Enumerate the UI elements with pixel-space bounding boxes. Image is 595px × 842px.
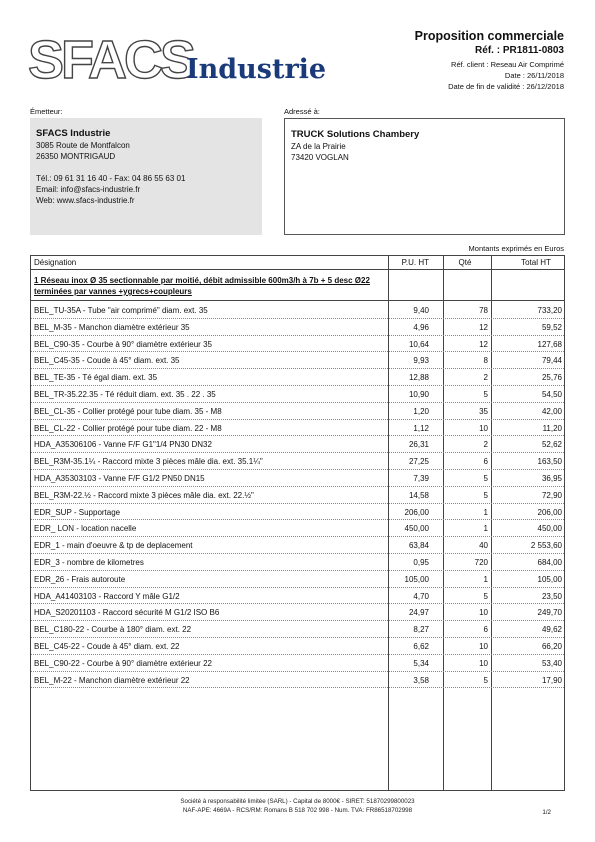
row-quantity: 10 [479, 423, 488, 433]
table-row [31, 621, 564, 638]
row-designation: BEL_C180-22 - Courbe à 180° diam. ext. 22 [34, 625, 192, 635]
table-row [31, 487, 564, 504]
row-total: 79,44 [541, 356, 562, 366]
row-unit-price: 0,95 [413, 558, 429, 567]
row-designation: HDA_S20201103 - Raccord sécurité M G1/2 ISO B6 [34, 608, 220, 618]
row-total: 36,95 [541, 474, 562, 483]
row-unit-price: 27,25 [408, 457, 429, 467]
row-quantity: 10 [479, 658, 488, 668]
logo-suffix: Industrie [186, 54, 327, 85]
recipient-address-line2: 73420 VOGLAN [291, 153, 349, 162]
row-quantity: 10 [479, 642, 488, 651]
row-unit-price: 4,70 [413, 591, 429, 601]
quote-table [30, 255, 565, 791]
page-number: 1/2 [542, 809, 551, 816]
row-designation: BEL_R3M-22.½ - Raccord mixte 3 pièces mâle dia. ext. 22.½" [34, 490, 254, 500]
row-designation: BEL_TU-35A - Tube "air comprimé" diam. ext. 35 [34, 306, 208, 315]
row-designation: BEL_M-35 - Manchon diamètre extérieur 35 [34, 322, 190, 332]
row-unit-price: 9,40 [413, 306, 429, 315]
client-reference: Réf. client : Reseau Air Comprimé [451, 60, 564, 69]
row-quantity: 5 [483, 474, 488, 483]
row-unit-price: 63,84 [408, 541, 429, 551]
row-total: 450,00 [537, 524, 562, 534]
row-unit-price: 1,20 [413, 406, 429, 416]
row-unit-price: 1,12 [413, 423, 429, 433]
row-designation: EDR_ LON - location nacelle [34, 524, 137, 534]
table-row [31, 638, 564, 655]
row-unit-price: 6,62 [413, 642, 429, 651]
emitter-name: SFACS Industrie [36, 128, 111, 139]
section-title: 1 Réseau inox Ø 35 sectionnable par moitié, débit admissible 600m3/h à 7b + 5 desc Ø22 terminées par vannes +ygrecs+coupleurs [31, 271, 388, 301]
recipient-address-line1: ZA de la Prairie [291, 142, 346, 151]
footer [0, 798, 595, 815]
row-unit-price: 9,93 [413, 356, 429, 366]
row-total: 249,70 [537, 608, 562, 618]
row-quantity: 40 [479, 541, 488, 551]
row-total: 11,20 [542, 423, 562, 433]
table-row [31, 520, 564, 537]
table-row [31, 336, 564, 353]
table-row [31, 319, 564, 336]
row-total: 53,40 [541, 658, 562, 668]
table-row [31, 403, 564, 420]
row-quantity: 2 [483, 440, 488, 450]
table-row [31, 386, 564, 403]
logo-brand: SFACS [28, 30, 194, 90]
row-total: 25,76 [541, 373, 562, 383]
row-quantity: 6 [483, 457, 488, 467]
row-total: 54,50 [541, 390, 562, 399]
row-quantity: 5 [483, 675, 488, 685]
header-designation: Désignation [34, 258, 77, 267]
row-quantity: 1 [483, 507, 488, 517]
company-logo [28, 30, 327, 93]
row-designation: BEL_TE-35 - Té égal diam. ext. 35 [34, 373, 158, 383]
row-total: 52,62 [541, 440, 562, 450]
validity-date: Date de fin de validité : 26/12/2018 [448, 82, 564, 91]
row-total: 49,62 [541, 625, 562, 635]
row-unit-price: 26,31 [408, 440, 429, 450]
row-unit-price: 7,39 [413, 474, 429, 483]
row-unit-price: 450,00 [404, 524, 429, 534]
row-quantity: 1 [483, 574, 488, 584]
document-reference: Réf. : PR1811-0803 [475, 45, 564, 56]
row-designation: BEL_M-22 - Manchon diamètre extérieur 22 [34, 675, 190, 685]
table-row [31, 302, 564, 319]
row-designation: HDA_A35306106 - Vanne F/F G1"1/4 PN30 DN32 [34, 440, 212, 450]
row-quantity: 8 [483, 356, 488, 366]
table-row [31, 571, 564, 588]
row-total: 66,20 [541, 642, 562, 651]
table-row [31, 470, 564, 487]
emitter-email: Email: info@sfacs-industrie.fr [36, 185, 141, 194]
table-row [31, 604, 564, 621]
emitter-web: Web: www.sfacs-industrie.fr [36, 196, 135, 205]
row-total: 684,00 [537, 558, 562, 567]
row-unit-price: 24,97 [408, 608, 429, 618]
row-quantity: 10 [479, 608, 488, 618]
row-unit-price: 12,88 [408, 373, 429, 383]
row-designation: BEL_TR-35.22.35 - Té réduit diam. ext. 35 . 22 . 35 [34, 390, 216, 399]
row-unit-price: 206,00 [404, 507, 429, 517]
footer-line2: NAF-APE: 4669A - RCS/RM: Romans B 518 702 998 - Num. TVA: FR86518702998 [182, 806, 413, 814]
currency-note: Montants exprimés en Euros [468, 244, 564, 253]
row-total: 105,00 [537, 574, 562, 584]
header-quantity: Qté [458, 258, 472, 267]
row-unit-price: 4,96 [413, 322, 429, 332]
table-row [31, 672, 564, 689]
row-quantity: 78 [479, 306, 488, 315]
table-row [31, 352, 564, 369]
row-quantity: 12 [479, 322, 488, 332]
row-total: 23,50 [541, 591, 562, 601]
row-quantity: 5 [483, 390, 488, 399]
row-designation: EDR_SUP - Supportage [34, 507, 121, 517]
table-row [31, 369, 564, 386]
document-title: Proposition commerciale [414, 29, 564, 43]
footer-line1: Société à responsabilité limitée (SARL) - Capital de 8000€ - SIRET: 51870299800023 [180, 798, 415, 805]
row-designation: BEL_C45-35 - Coude à 45° diam. ext. 35 [34, 356, 180, 366]
row-quantity: 2 [483, 373, 488, 383]
row-designation: EDR_26 - Frais autoroute [34, 574, 126, 584]
row-unit-price: 3,58 [413, 675, 429, 685]
emitter-address-line2: 26350 MONTRIGAUD [36, 152, 116, 161]
table-row [31, 588, 564, 605]
row-unit-price: 14,58 [408, 490, 429, 500]
table-row [31, 554, 564, 571]
row-quantity: 5 [483, 591, 488, 601]
row-unit-price: 10,64 [408, 339, 429, 349]
row-quantity: 35 [479, 406, 488, 416]
row-designation: BEL_C90-22 - Courbe à 90° diamètre extérieur 22 [34, 658, 212, 668]
row-total: 733,20 [537, 306, 562, 315]
row-unit-price: 5,34 [413, 658, 429, 668]
row-designation: BEL_R3M-35.1¼ - Raccord mixte 3 pièces mâle dia. ext. 35.1¼" [34, 457, 263, 467]
row-total: 59,52 [541, 322, 562, 332]
recipient-name: TRUCK Solutions Chambery [291, 129, 420, 140]
row-unit-price: 105,00 [404, 574, 429, 584]
row-total: 42,00 [541, 406, 562, 416]
row-designation: HDA_A41403103 - Raccord Y mâle G1/2 [34, 591, 180, 601]
row-quantity: 1 [483, 524, 488, 534]
table-row [31, 436, 564, 453]
row-designation: HDA_A35303103 - Vanne F/F G1/2 PN50 DN15 [34, 474, 205, 483]
row-designation: BEL_C90-35 - Courbe à 90° diamètre extérieur 35 [34, 339, 212, 349]
recipient-box [284, 118, 565, 235]
row-total: 163,50 [537, 457, 562, 467]
row-designation: BEL_CL-35 - Collier protégé pour tube diam. 35 - M8 [34, 406, 222, 416]
header-total: Total HT [521, 258, 551, 267]
row-quantity: 12 [479, 339, 488, 349]
recipient-label: Adressé à: [284, 107, 320, 116]
table-header [31, 256, 564, 270]
row-unit-price: 10,90 [408, 390, 429, 399]
emitter-label: Émetteur: [30, 107, 63, 116]
row-total: 127,68 [537, 339, 562, 349]
emitter-box [30, 118, 262, 235]
row-total: 72,90 [541, 490, 562, 500]
row-total: 2 553,60 [530, 541, 562, 551]
row-quantity: 6 [483, 625, 488, 635]
table-row [31, 537, 564, 554]
row-quantity: 5 [483, 490, 488, 500]
row-quantity: 720 [474, 558, 488, 567]
row-designation: EDR_3 - nombre de kilometres [34, 558, 144, 567]
emitter-address-line1: 3085 Route de Montfalcon [36, 141, 130, 150]
table-row [31, 655, 564, 672]
table-row [31, 453, 564, 470]
row-designation: EDR_1 - main d'oeuvre & tp de deplacement [34, 541, 193, 551]
row-unit-price: 8,27 [413, 625, 429, 635]
row-designation: BEL_CL-22 - Collier protégé pour tube diam. 22 - M8 [34, 423, 222, 433]
table-row [31, 504, 564, 521]
document-date: Date : 26/11/2018 [504, 71, 564, 80]
emitter-phone: Tél.: 09 61 31 16 40 - Fax: 04 86 55 63 01 [36, 174, 186, 183]
row-total: 206,00 [537, 507, 562, 517]
header-unit-price: P.U. HT [401, 258, 429, 267]
document-header [304, 29, 564, 92]
table-row [31, 420, 564, 437]
row-designation: BEL_C45-22 - Coude à 45° diam. ext. 22 [34, 642, 180, 651]
row-total: 17,90 [541, 675, 562, 685]
